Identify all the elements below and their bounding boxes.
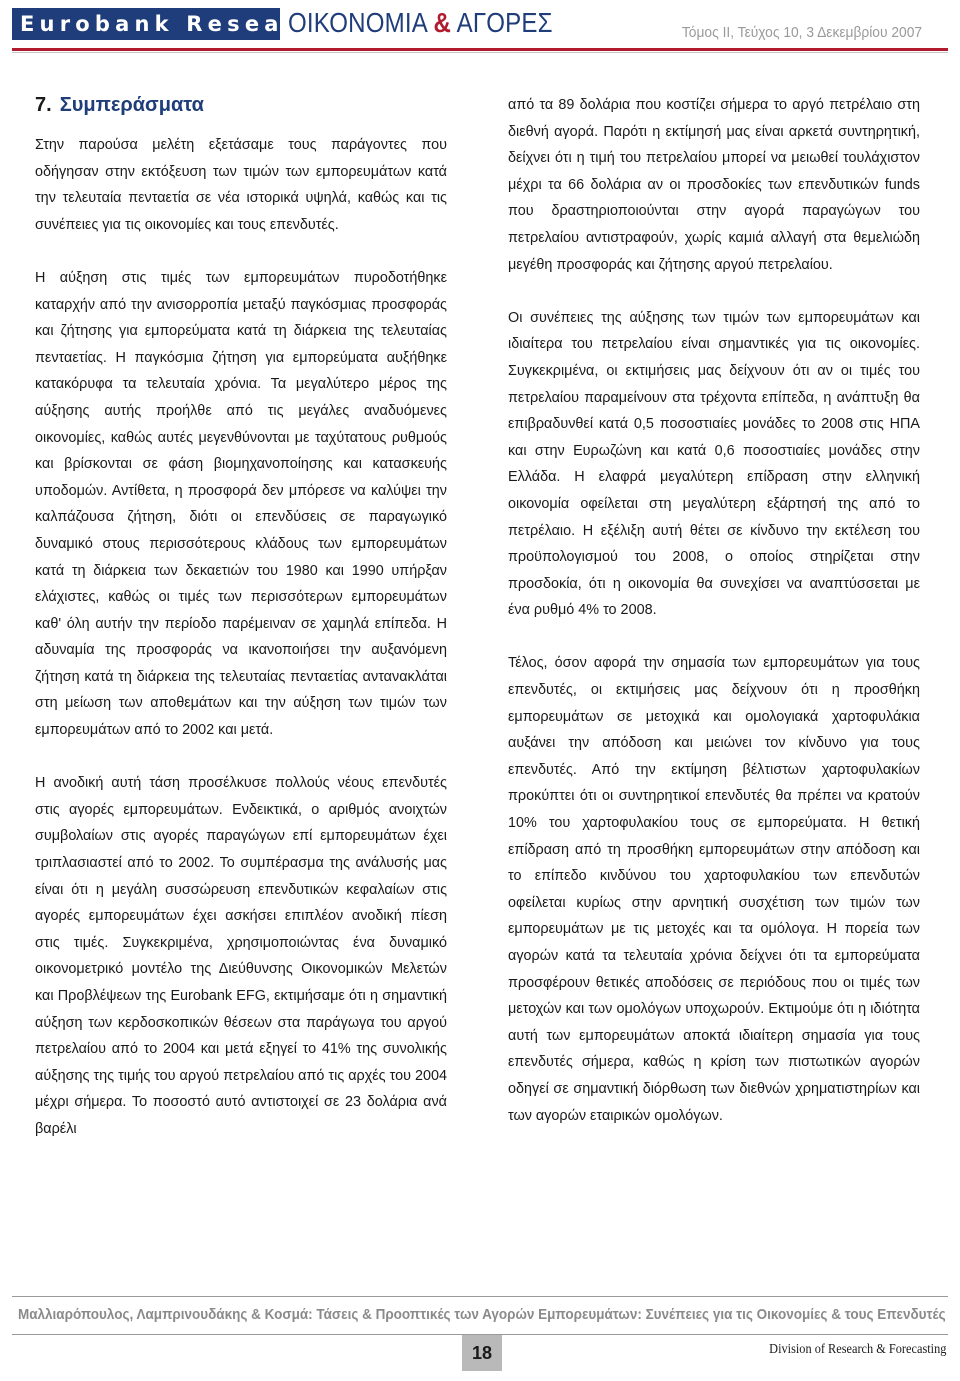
section-heading <box>35 92 447 118</box>
section-title-part1: ΟΙΚΟΝΟΜΙΑ <box>288 7 427 38</box>
brand-logo: Eurobank Research <box>12 8 280 40</box>
section-title-amp: & <box>433 7 452 38</box>
section-title <box>288 7 553 39</box>
header-divider <box>12 48 948 51</box>
left-column <box>35 92 447 1143</box>
running-title: Μαλλιαρόπουλος, Λαμπρινουδάκης & Κοσμά: Τάσεις & Προοπτικές των Αγορών Εμπορευμάτων: Συνέπειες για τις Οικονομίες & τους Επενδυτές <box>18 1306 946 1323</box>
right-column <box>508 92 920 1129</box>
paragraph: Η ανοδική αυτή τάση προσέλκυσε πολλούς νέους επενδυτές στις αγορές εμπορευμάτων. Ενδεικτικά, ο αριθμός ανοιχτών συμβολαίων στις αγορές παραγώγων επί εμπορευμάτων έχει τριπλασιαστεί από το 2002. Το συμπέρασμα της ανάλυσής μας είναι ότι η μεγάλη συσσώρευση επενδυτικών κεφαλαίων στις αγορές εμπορευμάτων έχει ασκήσει επιπλέον ανοδική πίεση στις τιμές. Συγκεκριμένα, χρησιμοποιώντας ένα δυναμικό οικονομετρικό μοντέλο της Διεύθυνσης Οικονομικών Μελετών και Προβλέψεων της Eurobank EFG, εκτιμήσαμε ότι η σημαντική αύξηση των κερδοσκοπικών θέσεων στα παράγωγα του αργού πετρελαίου από το 2004 και μετά εξηγεί το 41% της συνολικής αύξησης της τιμής του αργού πετρελαίου από τις αρχές του 2004 μέχρι σήμερα. Το ποσοστό αυτό αντιστοιχεί σε 23 δολάρια ανά βαρέλι <box>35 775 447 1137</box>
issue-info: Τόμος ΙΙ, Τεύχος 10, 3 Δεκεμβρίου 2007 <box>681 24 922 41</box>
section-heading-number: 7. <box>35 94 52 116</box>
header-divider-thin <box>12 52 948 53</box>
page-number: 18 <box>462 1335 502 1371</box>
paragraph: από τα 89 δολάρια που κοστίζει σήμερα το αργό πετρέλαιο στη διεθνή αγορά. Παρότι η εκτίμησή μας είναι αρκετά συντηρητική, δείχνει ότι η τιμή του πετρελαίου μπορεί να μειωθεί τουλάχιστον μέχρι τα 66 δολάρια αν οι προσδοκίες των επενδυτικών funds που δραστηριοποιούνται στην αγορά παραγώγων του πετρελαίου αντιστραφούν, χωρίς καμιά αλλαγή στα θεμελιώδη μεγέθη προσφοράς και ζήτησης αργού πετρελαίου. <box>508 97 920 273</box>
section-title-part2: ΑΓΟΡΕΣ <box>456 7 553 38</box>
division-label: Division of Research & Forecasting <box>768 1342 946 1357</box>
paragraph: Η αύξηση στις τιμές των εμπορευμάτων πυροδοτήθηκε καταρχήν από την ανισορροπία μεταξύ παγκόσμιας προσφοράς και ζήτησης για εμπορεύματα κατά τη διάρκεια της τελευταίας πενταετίας. Η παγκόσμια ζήτηση για εμπορεύματα αυξήθηκε κατακόρυφα τα τελευταία χρόνια. Τα μεγαλύτερο μέρος της αύξησης αυτής προήλθε από τις μεγάλες αναδυόμενες οικονομίες, καθώς αυτές μεγενθύνονται με ταχύτατους ρυθμούς και βρίσκονται σε φάση βιομηχανοποίησης και κατασκευής υποδομών. Αντίθετα, η προσφορά δεν μπόρεσε να καλύψει την καλπάζουσα ζήτηση, διότι οι επενδύσεις σε παραγωγικό δυναμικό στους περισσότερους κλάδους των εμπορευμάτων κατά τη διάρκεια των δεκαετιών του 1980 και 1990 υπήρξαν ελάχιστες, καθώς οι τιμές των περισσότερων εμπορευμάτων καθ' όλη αυτήν την περίοδο παρέμειναν σε χαμηλά επίπεδα. Η αδυναμία της προσφοράς να ικανοποιήσει την αυξανόμενη ζήτηση κατά τη διάρκεια της τελευταίας πενταετίας αντανακλάται στη μείωση των αποθεμάτων και την αύξηση των τιμών των εμπορευμάτων από το 2002 και μετά. <box>35 269 447 739</box>
footer-divider <box>12 1296 948 1297</box>
paragraph: Τέλος, όσον αφορά την σημασία των εμπορευμάτων για τους επενδυτές, οι εκτιμήσεις μας δείχνουν ότι η προσθήκη εμπορευμάτων σε μετοχικά και ομολογιακά χαρτοφυλάκια αυξάνει την απόδοση και μειώνει τον κίνδυνο για τους επενδυτές. Από την εκτίμηση βέλτιστων χαρτοφυλακίων προκύπτει ότι οι συντηρητικοί επενδυτές θα πρέπει να κρατούν 10% του χαρτοφυλακίου τους σε εμπορεύματα. Η θετική επίδραση από τη προσθήκη εμπορευμάτων στην απόδοση και το επίπεδο κινδύνου του χαρτοφυλακίου των επενδυτών οφείλεται κυρίως στην αρνητική συσχέτιση των τιμών των εμπορευμάτων με τις μετοχές και τα ομόλογα. Η πορεία των αγορών κατά τα τελευταία χρόνια δείχνει ότι τα εμπορεύματα προσφέρουν θετικές αποδόσεις σε περιόδους που οι τιμές των μετοχών και των ομολόγων υποχωρούν. Εκτιμούμε ότι η ιδιότητα αυτή των εμπορευμάτων αποκτά ιδιαίτερη σημασία για τους επενδυτές σήμερα, καθώς η κρίση των πιστωτικών αγορών οδηγεί σε σημαντική διόρθωση των διεθνών χρηματιστηρίων και των αγορών εταιρικών ομολόγων. <box>508 655 920 1124</box>
paragraph: Οι συνέπειες της αύξησης των τιμών των εμπορευμάτων και ιδιαίτερα του πετρελαίου είναι σημαντικές για τις οικονομίες. Συγκεκριμένα, οι εκτιμήσεις μας δείχνουν ότι αν οι τιμές του πετρελαίου παραμείνουν στα τρέχοντα επίπεδα, η ανάπτυξη θα επιβραδυνθεί κατά 0,5 ποσοστιαίες μονάδες το 2008 στις ΗΠΑ και στην Ευρωζώνη και κατά 0,6 ποσοστιαίες μονάδες στην Ελλάδα. Η ελαφρά μεγαλύτερη επίδραση στην ελληνική οικονομία οφείλεται στη μεγαλύτερη εξάρτησή της από το πετρέλαιο. Η εξέλιξη αυτή θέτει σε κίνδυνο την εκτέλεση του προϋπολογισμού του 2008, ο οποίος στηρίζεται στην προσδοκία, ότι η οικονομία θα συνεχίσει να αναπτύσσεται με ένα ρυθμό 4% το 2008. <box>508 309 920 619</box>
page-header <box>0 0 960 80</box>
paragraph: Στην παρούσα μελέτη εξετάσαμε τους παράγοντες που οδήγησαν στην εκτόξευση των τιμών των εμπορευμάτων κατά την τελευταία πενταετία σε νέα ιστορικά υψηλά, καθώς και τις συνέπειες για τις οικονομίες και τους επενδυτές. <box>35 137 447 233</box>
section-heading-text: Συμπεράσματα <box>59 94 204 116</box>
